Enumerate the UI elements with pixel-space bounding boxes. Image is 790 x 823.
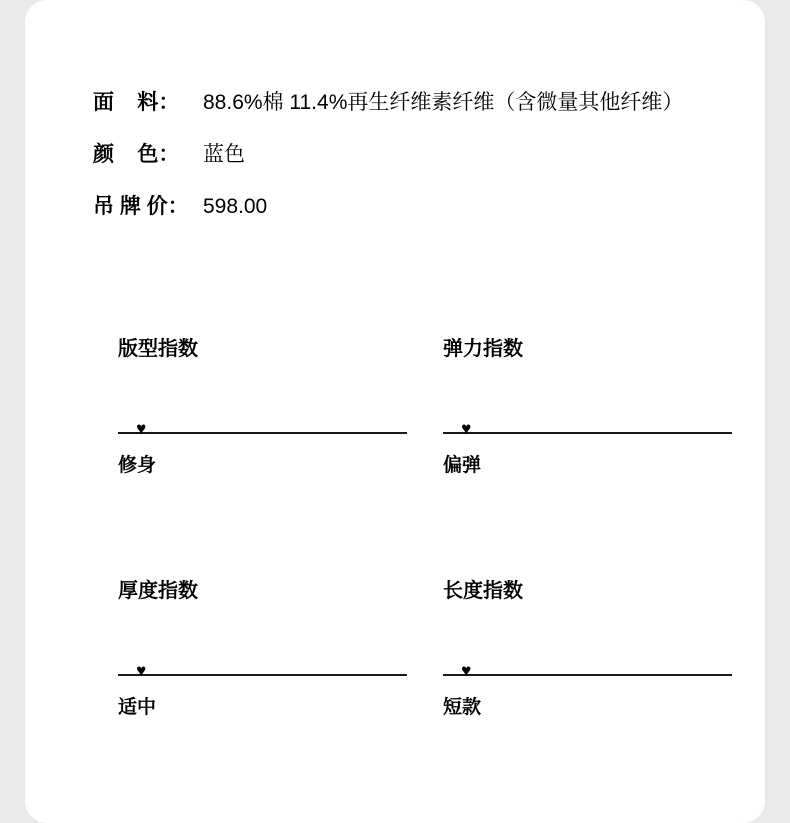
index-grid (93, 310, 743, 794)
spec-list (93, 88, 713, 244)
index-track (443, 419, 732, 438)
index-track (118, 419, 407, 438)
spec-label: 颜 色： (93, 143, 180, 166)
index-cell-fit (93, 310, 418, 552)
spec-value: 598.00 (203, 195, 268, 218)
index-title: 厚度指数 (118, 580, 198, 602)
index-track (443, 661, 732, 680)
spec-row (93, 140, 713, 170)
index-title: 长度指数 (443, 580, 523, 602)
index-value: 短款 (443, 697, 482, 718)
index-track (118, 661, 407, 680)
heart-icon: ♥ (136, 419, 147, 438)
spec-row (93, 192, 713, 222)
index-title: 弹力指数 (443, 338, 523, 360)
index-value: 适中 (118, 697, 157, 718)
index-cell-length (418, 552, 743, 794)
spec-value: 88.6%棉 11.4%再生纤维素纤维（含微量其他纤维） (203, 91, 684, 114)
heart-icon: ♥ (461, 661, 472, 680)
product-detail-card (25, 0, 765, 823)
heart-icon: ♥ (136, 661, 147, 680)
index-cell-thickness (93, 552, 418, 794)
spec-value: 蓝色 (203, 143, 245, 166)
spec-label: 面 料： (93, 91, 180, 114)
index-value: 偏弹 (443, 455, 482, 476)
index-cell-elasticity (418, 310, 743, 552)
index-value: 修身 (118, 455, 157, 476)
spec-row (93, 88, 713, 118)
index-title: 版型指数 (118, 338, 198, 360)
heart-icon: ♥ (461, 419, 472, 438)
spec-label: 吊 牌 价： (93, 195, 189, 218)
